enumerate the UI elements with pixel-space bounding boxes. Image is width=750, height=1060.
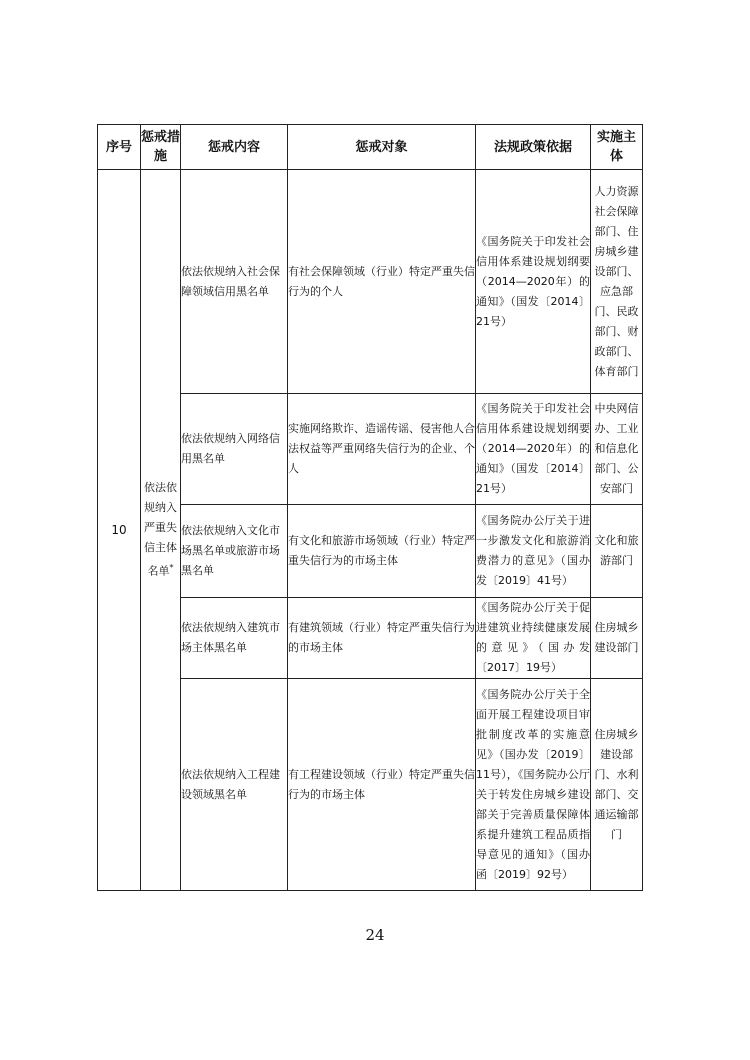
basis-cell: 《国务院办公厅关于进一步激发文化和旅游消费潜力的意见》（国办发〔2019〕41号） [476,505,591,598]
basis-cell: 《国务院关于印发社会信用体系建设规划纲要（2014—2020年）的通知》（国发〔2014〕21号） [476,394,591,505]
seq-cell: 10 [98,170,141,891]
header-seq: 序号 [98,125,141,170]
subject-cell: 中央网信办、工业和信息化部门、公安部门 [591,394,643,505]
header-basis: 法规政策依据 [476,125,591,170]
subject-cell: 住房城乡建设部门 [591,598,643,679]
basis-cell: 《国务院办公厅关于全面开展工程建设项目审批制度改革的实施意见》（国办发〔2019〕11号），《国务院办公厅关于转发住房城乡建设部关于完善质量保障体系提升建筑工程品质指导意见的通知》（国办函〔2019〕92号） [476,679,591,891]
measure-cell [141,170,181,891]
measure-text: 依法依规纳入严重失信主体名单 [144,481,177,578]
sanction-table [97,124,643,891]
content-cell: 依法依规纳入工程建设领域黑名单 [181,679,288,891]
content-cell: 依法依规纳入网络信用黑名单 [181,394,288,505]
header-content: 惩戒内容 [181,125,288,170]
target-cell: 有工程建设领域（行业）特定严重失信行为的市场主体 [288,679,476,891]
subject-cell: 住房城乡建设部门、水利部门、交通运输部门 [591,679,643,891]
target-cell: 有建筑领域（行业）特定严重失信行为的市场主体 [288,598,476,679]
content-cell: 依法依规纳入建筑市场主体黑名单 [181,598,288,679]
target-cell: 有社会保障领域（行业）特定严重失信行为的个人 [288,170,476,394]
measure-mark: * [169,563,174,573]
subject-cell: 文化和旅游部门 [591,505,643,598]
page-number: 24 [365,926,385,944]
content-cell: 依法依规纳入文化市场黑名单或旅游市场黑名单 [181,505,288,598]
header-subject: 实施主体 [591,125,643,170]
subject-cell: 人力资源社会保障部门、住房城乡建设部门、应急部门、民政部门、财政部门、体育部门 [591,170,643,394]
basis-cell: 《国务院办公厅关于促进建筑业持续健康发展的意见》（国办发〔2017〕19号） [476,598,591,679]
target-cell: 有文化和旅游市场领域（行业）特定严重失信行为的市场主体 [288,505,476,598]
table-row [98,170,643,394]
header-measure: 惩戒措施 [141,125,181,170]
content-cell: 依法依规纳入社会保障领域信用黑名单 [181,170,288,394]
header-target: 惩戒对象 [288,125,476,170]
basis-cell: 《国务院关于印发社会信用体系建设规划纲要（2014—2020年）的通知》（国发〔2014〕21号） [476,170,591,394]
header-row [98,125,643,170]
target-cell: 实施网络欺诈、造谣传谣、侵害他人合法权益等严重网络失信行为的企业、个人 [288,394,476,505]
